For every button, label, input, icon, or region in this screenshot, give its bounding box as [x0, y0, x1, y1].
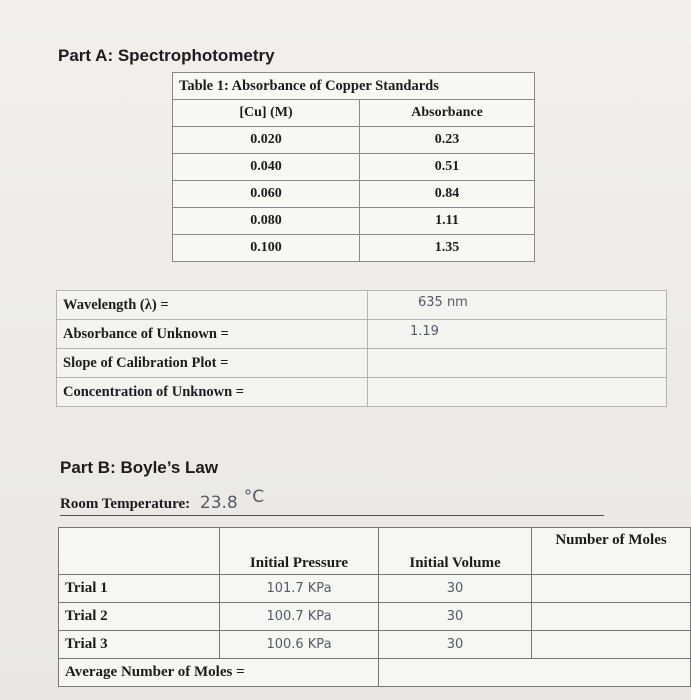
boyles-law-table	[58, 527, 691, 687]
room-temperature-unit: °C	[243, 487, 265, 507]
wavelength-value	[368, 291, 667, 320]
slope-label: Slope of Calibration Plot =	[57, 349, 368, 378]
trial-volume	[379, 631, 532, 659]
volume-handwritten: 30	[446, 581, 464, 596]
room-temperature	[60, 487, 264, 513]
table-row	[57, 320, 667, 349]
concentration-unknown-value	[368, 378, 667, 407]
table-row	[59, 575, 691, 603]
trial-label: Trial 3	[59, 631, 220, 659]
trial-pressure	[220, 575, 379, 603]
table-row	[57, 349, 667, 378]
absorbance-unknown-label: Absorbance of Unknown =	[57, 320, 368, 349]
room-temperature-value: 23.8	[199, 493, 238, 513]
column-header-concentration: [Cu] (M)	[173, 100, 360, 127]
table-row	[59, 659, 691, 687]
trial-moles	[532, 603, 691, 631]
column-header-moles: Number of Moles	[532, 528, 691, 575]
table-header-row	[59, 528, 691, 575]
part-a-title: Part A: Spectrophotometry	[58, 46, 275, 65]
cell-absorbance: 1.11	[360, 208, 535, 235]
cell-concentration: 0.080	[173, 208, 360, 235]
table-row	[57, 291, 667, 320]
volume-handwritten: 30	[446, 609, 464, 624]
trial-label: Trial 2	[59, 603, 220, 631]
slope-value	[368, 349, 667, 378]
table-row	[173, 154, 535, 181]
pressure-handwritten: 100.6 KPa	[266, 637, 332, 652]
average-moles-label: Average Number of Moles =	[59, 659, 379, 687]
table-row	[173, 208, 535, 235]
trial-volume	[379, 575, 532, 603]
average-moles-value	[379, 659, 691, 687]
table-row	[173, 127, 535, 154]
table-caption: Table 1: Absorbance of Copper Standards	[173, 73, 535, 100]
copper-standards-table	[172, 72, 535, 262]
trial-pressure	[220, 631, 379, 659]
cell-concentration: 0.060	[173, 181, 360, 208]
column-header-volume: Initial Volume	[379, 528, 532, 575]
table-row	[57, 378, 667, 407]
cell-absorbance: 0.23	[360, 127, 535, 154]
cell-concentration: 0.100	[173, 235, 360, 262]
cell-absorbance: 1.35	[360, 235, 535, 262]
wavelength-handwritten: 635 nm	[418, 294, 468, 310]
cell-absorbance: 0.84	[360, 181, 535, 208]
trial-volume	[379, 603, 532, 631]
table-row	[59, 603, 691, 631]
table-row	[173, 181, 535, 208]
cell-concentration: 0.040	[173, 154, 360, 181]
table-row	[173, 235, 535, 262]
cell-concentration: 0.020	[173, 127, 360, 154]
room-temperature-label: Room Temperature:	[60, 496, 191, 512]
volume-handwritten: 30	[446, 637, 464, 652]
part-b-title: Part B: Boyle’s Law	[60, 458, 219, 477]
absorbance-unknown-handwritten: 1.19	[410, 323, 439, 339]
cell-absorbance: 0.51	[360, 154, 535, 181]
trial-label: Trial 1	[59, 575, 220, 603]
spectrophotometry-results-table	[56, 290, 667, 407]
concentration-unknown-label: Concentration of Unknown =	[57, 378, 368, 407]
table-row	[59, 631, 691, 659]
pressure-handwritten: 101.7 KPa	[266, 581, 332, 596]
wavelength-label: Wavelength (λ) =	[57, 291, 368, 320]
pressure-handwritten: 100.7 KPa	[266, 609, 332, 624]
trial-moles	[532, 631, 691, 659]
column-header-trial	[59, 528, 220, 575]
column-header-absorbance: Absorbance	[360, 100, 535, 127]
trial-pressure	[220, 603, 379, 631]
absorbance-unknown-value	[368, 320, 667, 349]
column-header-pressure: Initial Pressure	[220, 528, 379, 575]
divider	[60, 515, 604, 516]
trial-moles	[532, 575, 691, 603]
